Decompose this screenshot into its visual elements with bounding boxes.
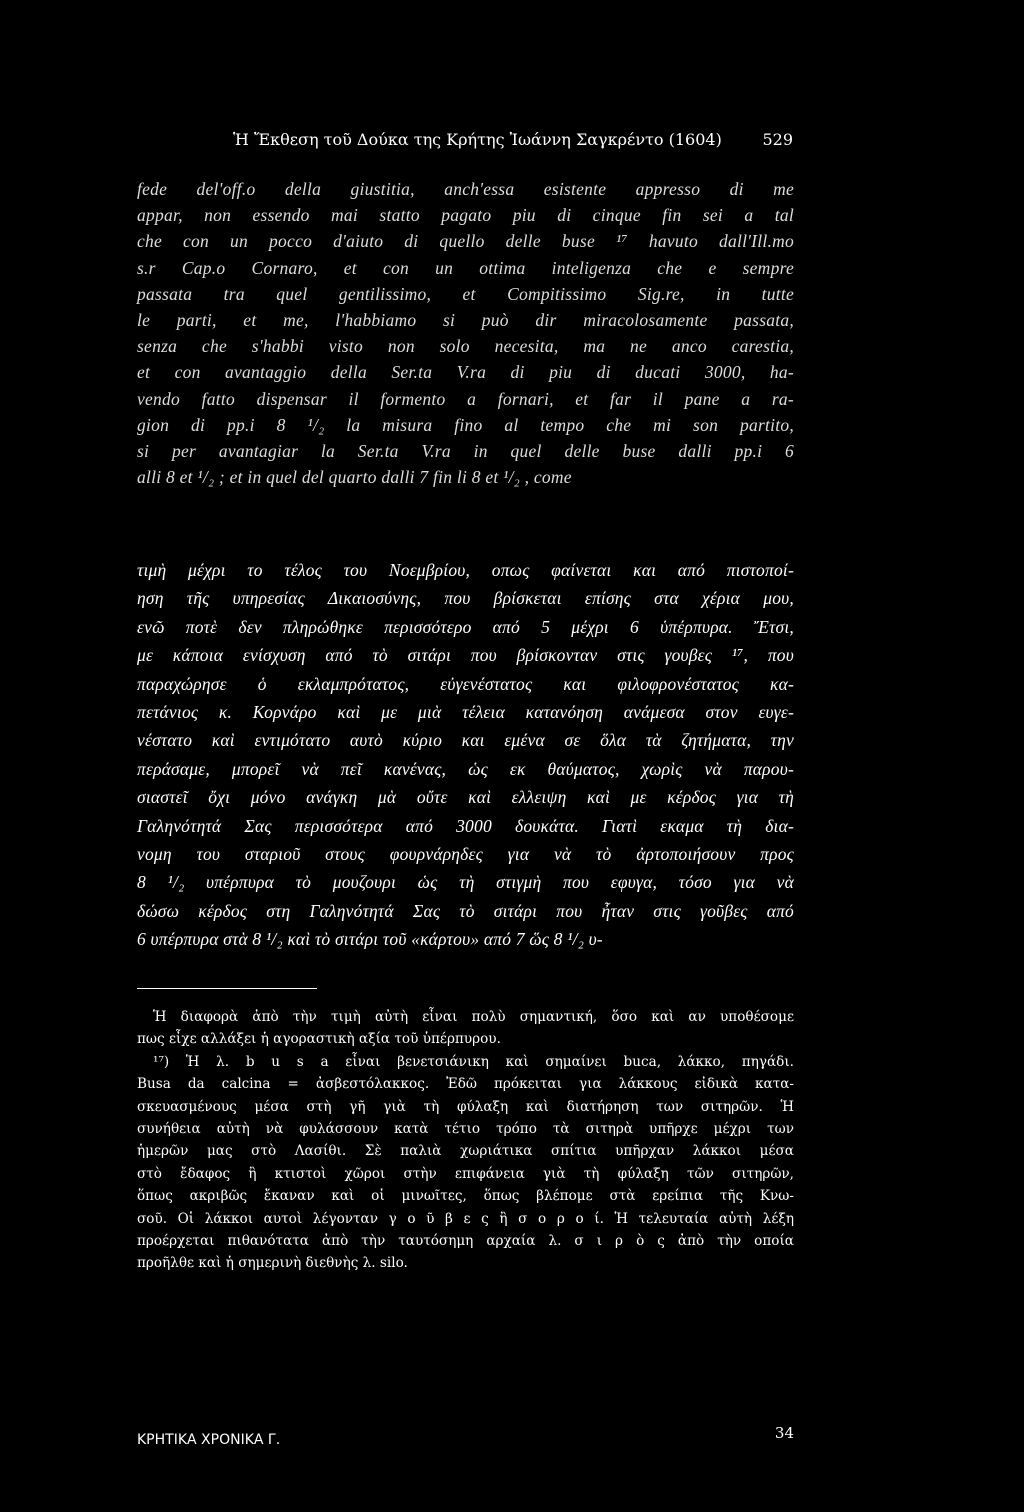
footnote-line: προέρχεται πιθανότατα ἀπὸ τὴν ταυτόσημη αρχαία λ. σ ι ρ ὸ ς ἀπὸ τὴν οποία bbox=[137, 1233, 794, 1250]
greek-text-line: νέστατο καὶ εντιμότατο αυτὸ κύριο και εμένα σε ὅλα τὰ ζητήματα, την bbox=[137, 730, 794, 751]
running-header bbox=[233, 130, 793, 149]
journal-signature: ΚΡΗΤΙΚΑ ΧΡΟΝΙΚΑ Γ. bbox=[137, 1432, 281, 1448]
greek-text-line: με κάποια ενίσχυση από τὸ σιτάρι που βρίσκονταν στις γουβες ¹⁷, που bbox=[137, 645, 794, 666]
footnote-line: συνήθεια αὐτὴ νὰ φυλάσσουν κατὰ τέτιο τρόπο τὰ σιτηρὰ υπῆρχε μέχρι των bbox=[137, 1121, 794, 1138]
italian-text-line: fede del'off.o della giustitia, anch'essa esistente appresso di me bbox=[137, 179, 794, 199]
signature-mark: 34 bbox=[774, 1424, 794, 1442]
page-footer bbox=[137, 1424, 794, 1448]
greek-translation-block bbox=[137, 556, 794, 954]
footnote-line: στὸ ἔδαφος ἢ κτιστοὶ χῶροι στὴν επιφάνεια γιὰ τὴ φύλαξη τῶν σιτηρῶν, bbox=[137, 1165, 794, 1182]
italian-text-line: le parti, et me, l'habbiamo si può dir miracolosamente passata, bbox=[137, 310, 794, 331]
footnote-line: ¹⁷) Ἡ λ. b u s a εἶναι βενετσιάνικη καὶ σημαίνει buca, λάκκο, πηγάδι. bbox=[153, 1053, 794, 1070]
greek-text-line: νομη του σταριοῦ στους φουρνάρηδες για νὰ τὸ ἀρτοποιήσουν προς bbox=[137, 844, 794, 865]
italian-text-line: alli 8 et ¹/₂ ; et in quel del quarto dalli 7 fin li 8 et ¹/₂ , come bbox=[137, 467, 572, 488]
italian-text-line: passata tra quel gentilissimo, et Compitissimo Sig.re, in tutte bbox=[137, 283, 794, 304]
greek-text-line: παραχώρησε ὁ εκλαμπρότατος, εὐγενέστατος και φιλοφρονέστατος κα- bbox=[137, 673, 794, 694]
footnote-line: προῆλθε καὶ ἡ σημερινὴ διεθνὴς λ. silo. bbox=[137, 1255, 408, 1272]
greek-text-line: Γαληνότητά Σας περισσότερα από 3000 δουκάτα. Γιατὶ εκαμα τὴ δια- bbox=[137, 815, 794, 836]
italian-text-line: et con avantaggio della Ser.ta V.ra di piu di ducati 3000, ha- bbox=[137, 362, 794, 383]
italian-text-line: s.r Cap.o Cornaro, et con un ottima inteligenza che e sempre bbox=[137, 257, 794, 278]
footnote-rule bbox=[137, 988, 317, 989]
footnote-line: σοῦ. Οἱ λάκκοι αυτοὶ λέγονταν γ ο ῦ β ε ς ἢ σ ο ρ ο ί. Ἡ τελευταία αὐτὴ λέξη bbox=[137, 1210, 794, 1227]
footnotes-block bbox=[137, 1006, 794, 1275]
italian-text-line: che con un pocco d'aiuto di quello delle buse ¹⁷ havuto dall'Ill.mo bbox=[137, 231, 794, 252]
greek-text-line: 8 ¹/₂ υπέρπυρα τὸ μουζουρι ὡς τὴ στιγμὴ που εφυγα, τόσο για νὰ bbox=[137, 872, 794, 893]
italian-text-line: gion di pp.i 8 ¹/₂ la misura fino al tempo che mi son partito, bbox=[137, 414, 794, 435]
italian-text-line: senza che s'habbi visto non solo necesita, ma ne anco carestia, bbox=[137, 336, 794, 357]
footnote-line: πως εἶχε αλλάξει ἡ αγοραστικὴ αξία τοῦ ὑπέρπυρου. bbox=[137, 1031, 501, 1048]
greek-text-line: ηση τῆς υπηρεσίας Δικαιοσύνης, που βρίσκεται επίσης στα χέρια μου, bbox=[137, 588, 794, 609]
italian-text-block bbox=[137, 176, 794, 490]
greek-text-line: περάσαμε, μπορεῖ νὰ πεῖ κανένας, ὡς εκ θαύματος, χωρὶς νὰ παρου- bbox=[137, 758, 794, 779]
footnote-line: σκευασμένους μέσα στὴ γῆ γιὰ τὴ φύλαξη καὶ διατήρηση των σιτηρῶν. Ἡ bbox=[137, 1098, 794, 1115]
greek-text-line: τιμὴ μέχρι το τέλος του Νοεμβρίου, οπως φαίνεται και από πιστοποί- bbox=[137, 560, 794, 580]
page-number: 529 bbox=[762, 130, 793, 149]
footnote-line: Busa da calcina = ἀσβεστόλακκος. Ἐδῶ πρόκειται για λάκκους εἰδικὰ κατα- bbox=[137, 1076, 794, 1093]
italian-text-line: vendo fatto dispensar il formento a fornari, et far il pane a ra- bbox=[137, 388, 794, 409]
italian-text-line: appar, non essendo mai statto pagato piu di cinque fin sei a tal bbox=[137, 205, 794, 226]
greek-text-line: 6 υπέρπυρα στὰ 8 ¹/₂ καὶ τὸ σιτάρι τοῦ «κάρτου» από 7 ὥς 8 ¹/₂ υ- bbox=[137, 929, 603, 950]
footnote-line: Ἡ διαφορὰ ἀπὸ τὴν τιμὴ αὐτὴ εἶναι πολὺ σημαντική, ὅσο καὶ αν υποθέσομε bbox=[153, 1009, 794, 1025]
footnote-line: ὅπως ακριβῶς ἔκαναν καὶ οἱ μινωῖτες, ὅπως βλέπομε στὰ ερείπια τῆς Κνω- bbox=[137, 1188, 794, 1205]
footnote-line: ἡμερῶν μας στὸ Λασίθι. Σὲ παλιὰ χωριάτικα σπίτια υπῆρχαν λάκκοι μέσα bbox=[137, 1143, 794, 1160]
greek-text-line: ενῶ ποτὲ δεν πληρώθηκε περισσότερο από 5 μέχρι 6 ὑπέρπυρα. Ἔτσι, bbox=[137, 616, 794, 637]
running-title: Ἡ Ἔκθεση τοῦ Δούκα της Κρήτης Ἰωάννη Σαγκρέντο (1604) bbox=[233, 130, 722, 149]
greek-text-line: δώσω κέρδος στη Γαληνότητά Σας τὸ σιτάρι που ἦταν στις γοῦβες από bbox=[137, 900, 794, 921]
greek-text-line: σιαστεῖ ὄχι μόνο ανάγκη μὰ οὔτε καὶ ελλειψη καὶ με κέρδος για τὴ bbox=[137, 787, 794, 808]
greek-text-line: πετάνιος κ. Κορνάρο καὶ με μιὰ τέλεια κατανόηση ανάμεσα στον ευγε- bbox=[137, 702, 794, 723]
italian-text-line: si per avantagiar la Ser.ta V.ra in quel delle buse dalli pp.i 6 bbox=[137, 441, 794, 462]
